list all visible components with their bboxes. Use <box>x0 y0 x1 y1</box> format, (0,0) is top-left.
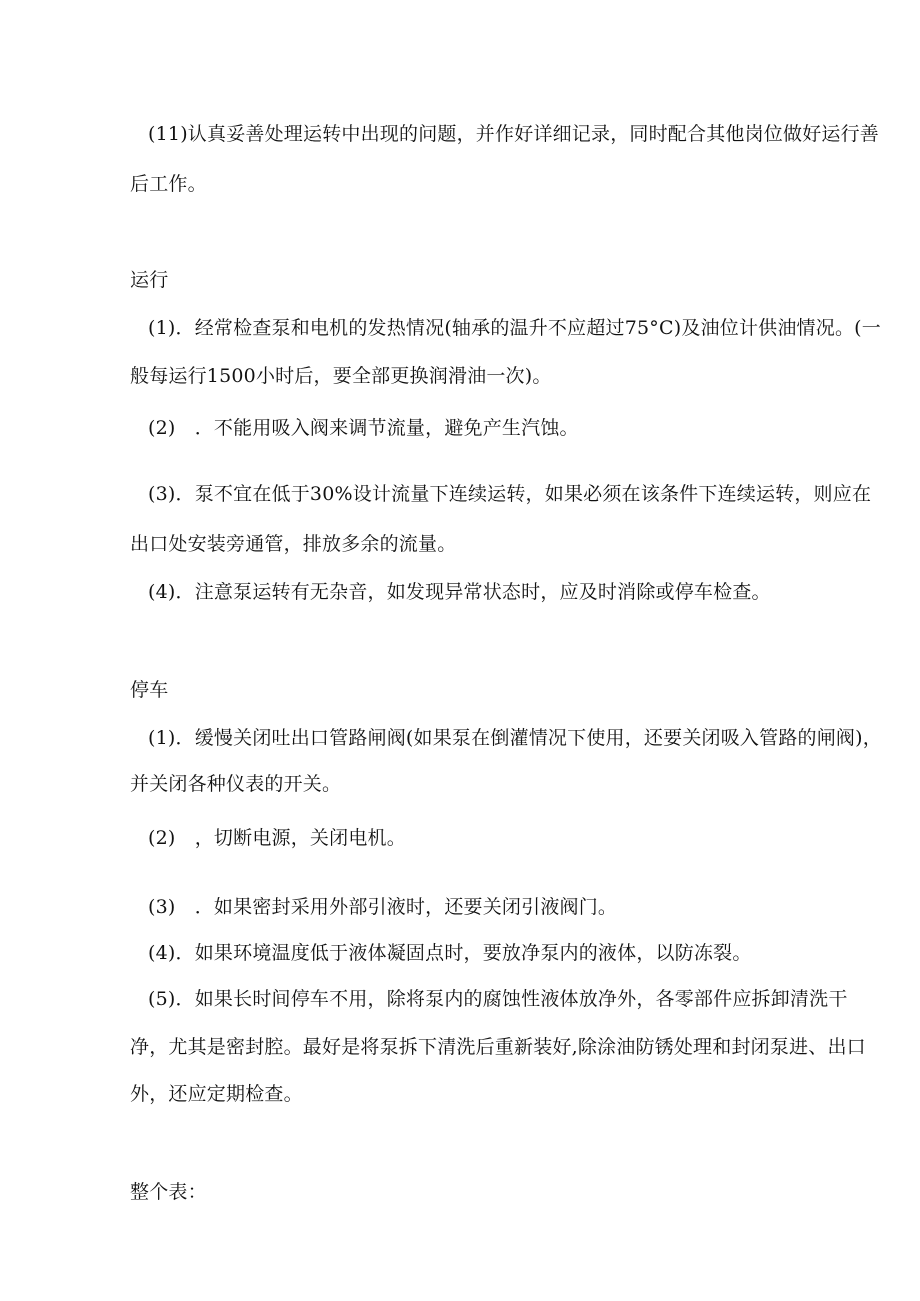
stopping-section-heading: 停车 <box>130 679 169 701</box>
stopping-item-5-line-3: 外，还应定期检查。 <box>130 1083 303 1105</box>
running-item-2: (2) ．不能用吸入阀来调节流量，避免产生汽蚀。 <box>148 417 579 439</box>
running-item-3-line-1: (3)．泵不宜在低于30%设计流量下连续运转，如果必须在该条件下连续运转，则应在 <box>148 483 872 505</box>
stopping-item-5-line-2: 净，尤其是密封腔。最好是将泵拆下清洗后重新装好,除涂油防锈处理和封闭泵进、出口 <box>130 1036 866 1058</box>
stopping-item-3: (3) ．如果密封采用外部引液时，还要关闭引液阀门。 <box>148 896 618 918</box>
intro-paragraph-line-1: (11)认真妥善处理运转中出现的问题，并作好详细记录，同时配合其他岗位做好运行善 <box>148 123 880 145</box>
intro-paragraph-line-2: 后工作。 <box>130 173 207 195</box>
running-item-1-line-2: 般每运行1500小时后，要全部更换润滑油一次)。 <box>130 365 552 387</box>
running-item-1-line-1: (1)．经常检查泵和电机的发热情况(轴承的温升不应超过75°C)及油位计供油情况。(一 <box>148 317 881 339</box>
stopping-item-5-line-1: (5)．如果长时间停车不用，除将泵内的腐蚀性液体放净外，各零部件应拆卸清洗干 <box>148 988 848 1010</box>
stopping-item-2: (2) ，切断电源，关闭电机。 <box>148 827 406 849</box>
running-section-heading: 运行 <box>130 269 169 291</box>
stopping-item-1-line-2: 并关闭各种仪表的开关。 <box>130 773 342 795</box>
whole-table-label: 整个表： <box>130 1181 207 1203</box>
running-item-4: (4)．注意泵运转有无杂音，如发现异常状态时，应及时消除或停车检查。 <box>148 581 771 603</box>
stopping-item-1-line-1: (1)．缓慢关闭吐出口管路闸阀(如果泵在倒灌情况下使用，还要关闭吸入管路的闸阀)， <box>148 727 882 749</box>
running-item-3-line-2: 出口处安装旁通管，排放多余的流量。 <box>130 533 457 555</box>
stopping-item-4: (4)．如果环境温度低于液体凝固点时，要放净泵内的液体，以防冻裂。 <box>148 942 752 964</box>
